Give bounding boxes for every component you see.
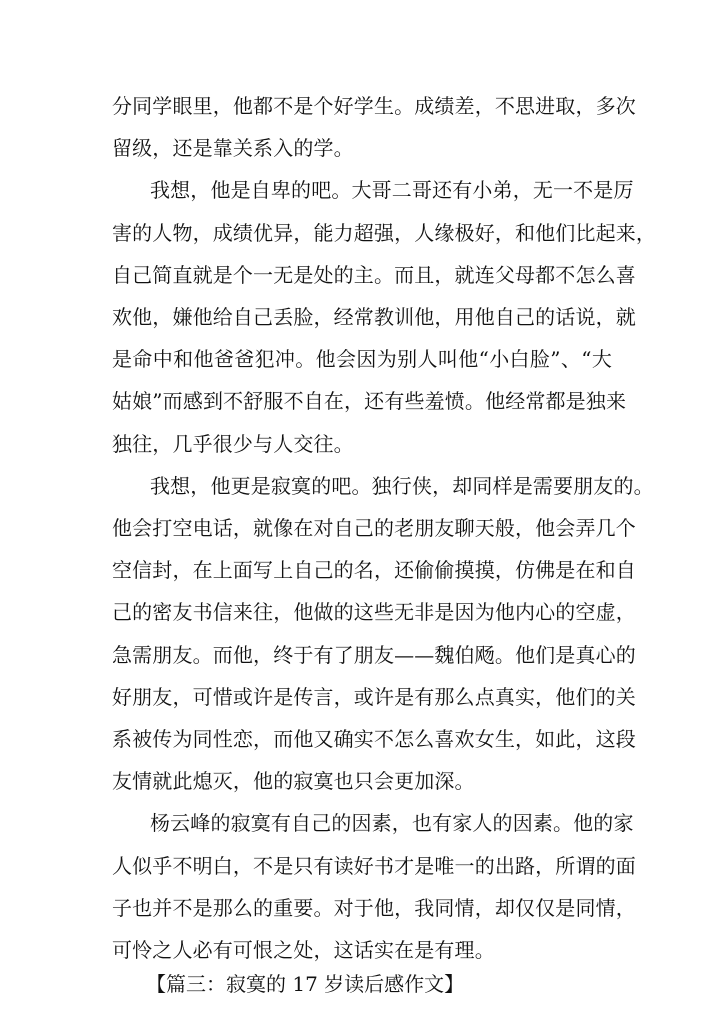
text-line: 独往，几乎很少与人交往。 — [112, 432, 354, 456]
text-line: 留级，还是靠关系入的学。 — [112, 136, 354, 160]
text-line: 姑娘”而感到不舒服不自在，还有些羞愤。他经常都是独来 — [112, 389, 627, 413]
text-line: 友情就此熄灭，他的寂寞也只会更加深。 — [112, 769, 475, 793]
text-line: 我想，他更是寂寞的吧。独行侠，却同样是需要朋友的。 — [150, 474, 654, 498]
text-line: 我想，他是自卑的吧。大哥二哥还有小弟，无一不是厉 — [150, 178, 634, 202]
text-line: 是命中和他爸爸犯冲。他会因为别人叫他“小白脸”、“大 — [112, 347, 612, 371]
text-line: 自己简直就是个一无是处的主。而且，就连父母都不怎么喜 — [112, 263, 636, 287]
text-line: 杨云峰的寂寞有自己的因素，也有家人的因素。他的家 — [150, 811, 634, 835]
text-line: 欢他，嫌他给自己丢脸，经常教训他，用他自己的话说，就 — [112, 305, 636, 329]
text-line: 急需朋友。而他，终于有了朋友——魏伯飏。他们是真心的 — [112, 643, 636, 667]
text-line: 人似乎不明白，不是只有读好书才是唯一的出路，所谓的面 — [112, 854, 636, 878]
text-line: 己的密友书信来往，他做的这些无非是因为他内心的空虚， — [112, 600, 636, 624]
section-heading: 【篇三：寂寞的 17 岁读后感作文】 — [146, 972, 465, 996]
text-line: 害的人物，成绩优异，能力超强，人缘极好，和他们比起来， — [112, 221, 657, 245]
text-line: 可怜之人必有可恨之处，这话实在是有理。 — [112, 938, 495, 962]
text-line: 他会打空电话，就像在对自己的老朋友聊天般，他会弄几个 — [112, 516, 636, 540]
text-line: 子也并不是那么的重要。对于他，我同情，却仅仅是同情， — [112, 896, 636, 920]
text-line: 系被传为同性恋，而他又确实不怎么喜欢女生，如此，这段 — [112, 727, 636, 751]
text-line: 空信封，在上面写上自己的名，还偷偷摸摸，仿佛是在和自 — [112, 558, 636, 582]
text-line: 分同学眼里，他都不是个好学生。成绩差，不思进取，多次 — [112, 94, 636, 118]
text-line: 好朋友，可惜或许是传言，或许是有那么点真实，他们的关 — [112, 685, 636, 709]
